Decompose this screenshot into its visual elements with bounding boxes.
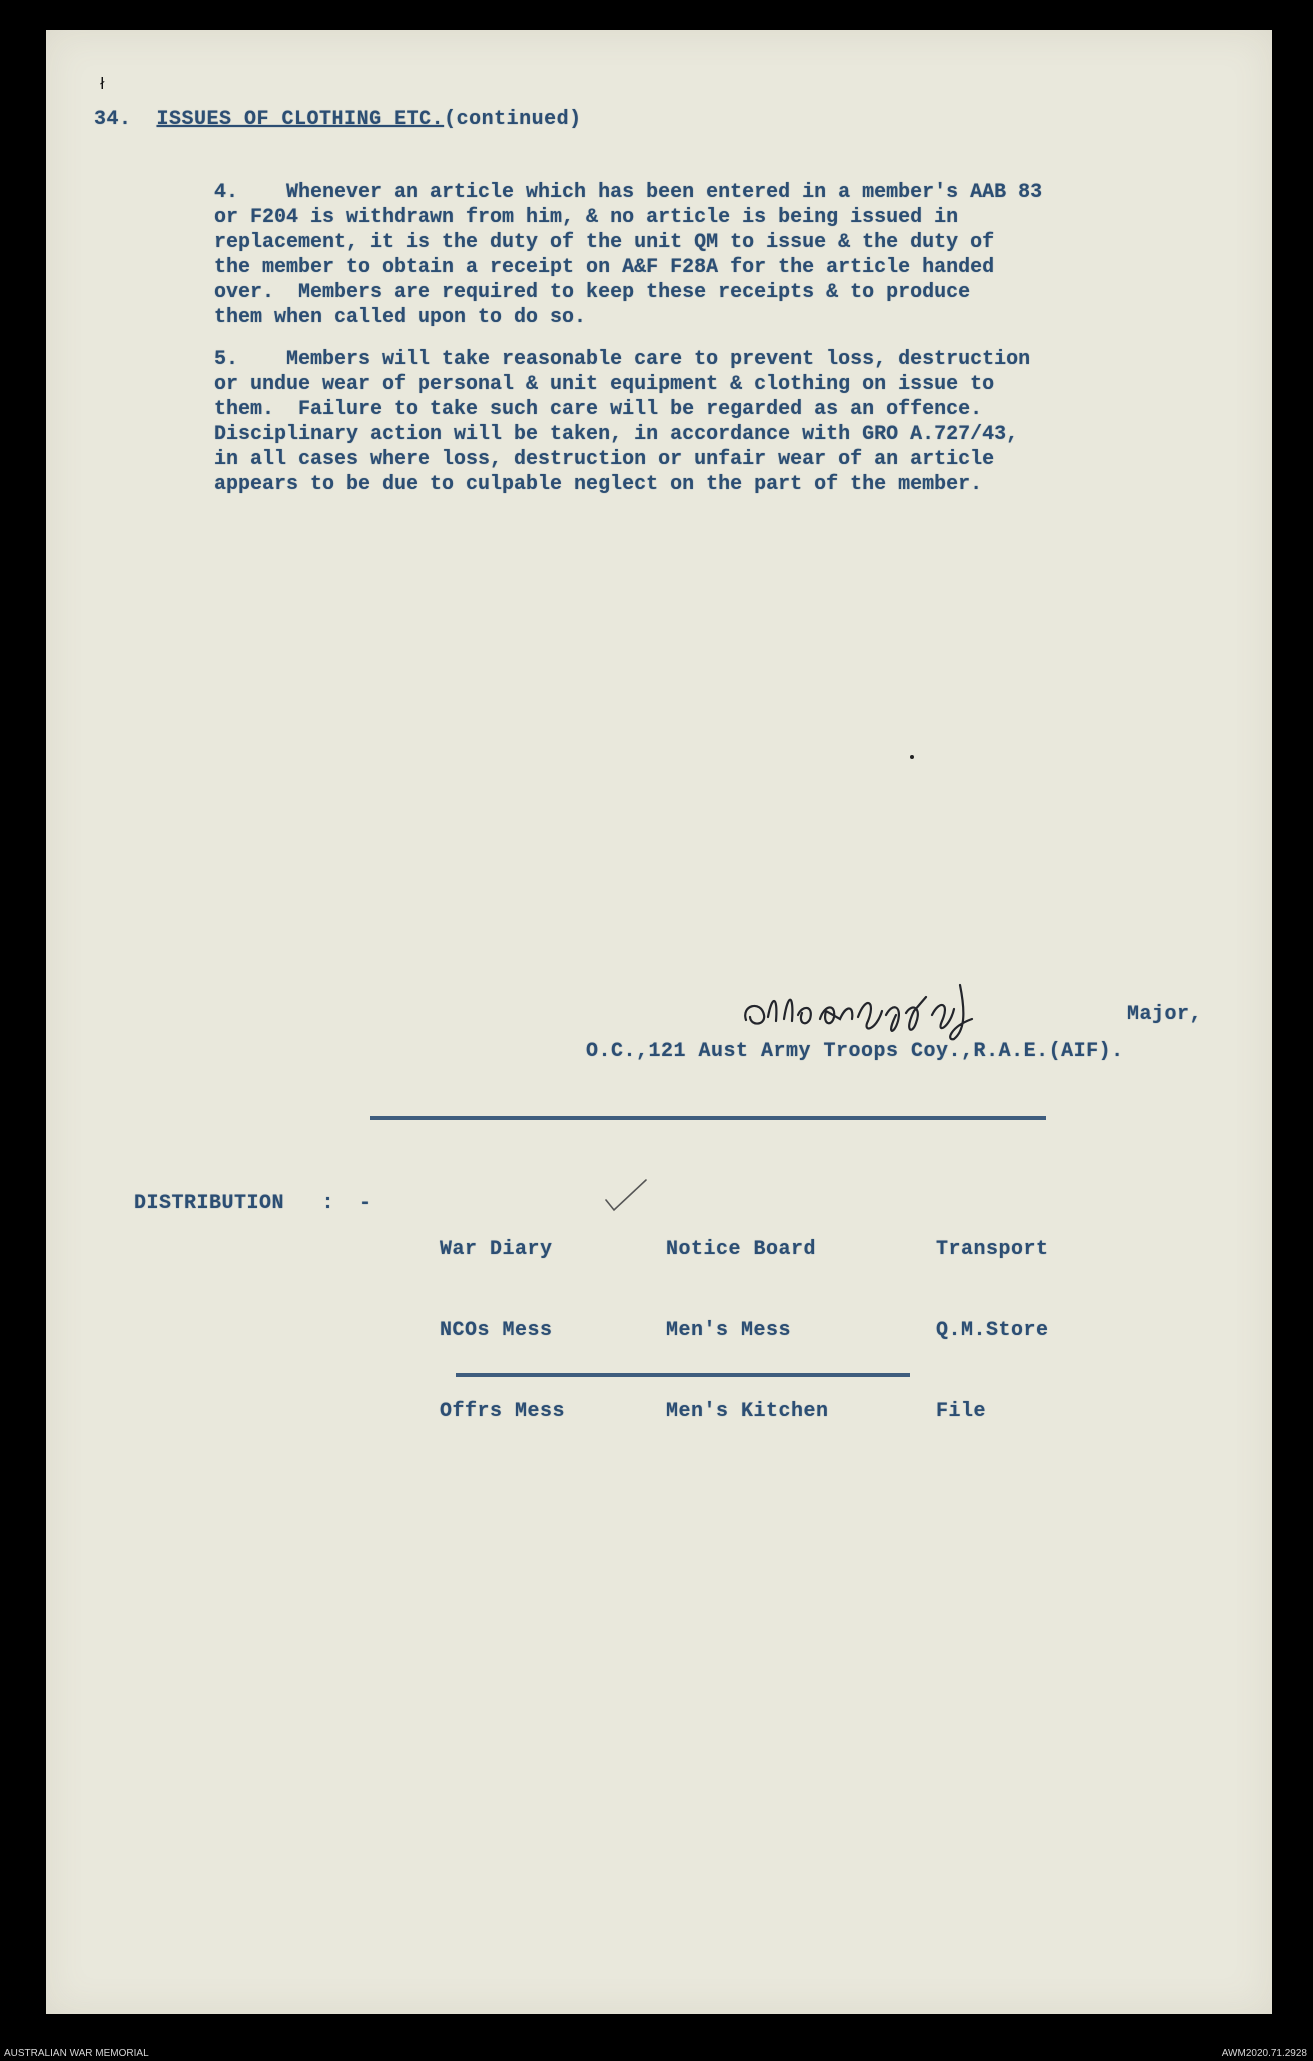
- paragraph-5: [214, 347, 1254, 497]
- signature-block: [686, 965, 1286, 1085]
- paragraph-line: or F204 is withdrawn from him, & no article is being issued in: [214, 206, 959, 229]
- distribution-column-3: [936, 1192, 1049, 1481]
- paragraph-line: Disciplinary action will be taken, in accordance with GRO A.727/43,: [214, 423, 1019, 446]
- paragraph-line: replacement, it is the duty of the unit QM to issue & the duty of: [214, 231, 995, 254]
- paragraph-line: or undue wear of personal & unit equipment & clothing on issue to: [214, 373, 995, 396]
- distribution-label: DISTRIBUTION : -: [134, 1192, 372, 1215]
- paragraph-line: 4. Whenever an article which has been entered in a member's AAB 83: [214, 181, 1043, 204]
- signature-unit: O.C.,121 Aust Army Troops Coy.,R.A.E.(AIF).: [586, 1040, 1124, 1063]
- paragraph-line: the member to obtain a receipt on A&F F28A for the article handed: [214, 256, 995, 279]
- paragraph-line: them when called upon to do so.: [214, 306, 587, 329]
- paragraph-line: 5. Members will take reasonable care to prevent loss, destruction: [214, 348, 1031, 371]
- ink-dot: [910, 755, 914, 759]
- heading-number: 34.: [94, 108, 132, 131]
- signature-rank: Major,: [1126, 1003, 1202, 1026]
- distribution-item: Notice Board: [666, 1238, 817, 1261]
- distribution-item: Transport: [936, 1238, 1049, 1261]
- footer-credit: AUSTRALIAN WAR MEMORIAL: [4, 2048, 149, 2059]
- handwritten-signature: [736, 975, 1116, 1045]
- paragraph-line: over. Members are required to keep these receipts & to produce: [214, 281, 971, 304]
- heading-suffix: (continued): [444, 108, 582, 131]
- distribution-column-2: [666, 1192, 829, 1481]
- distribution-item: Men's Kitchen: [666, 1400, 829, 1423]
- distribution-item: Men's Mess: [666, 1319, 792, 1342]
- distribution-column-1: [440, 1192, 565, 1481]
- distribution-item: File: [936, 1400, 987, 1423]
- paragraph-line: in all cases where loss, destruction or unfair wear of an article: [214, 448, 995, 471]
- divider-rule: [456, 1373, 910, 1377]
- heading-title: ISSUES OF CLOTHING ETC.: [156, 108, 445, 131]
- paragraph-line: appears to be due to culpable neglect on the part of the member.: [214, 473, 983, 496]
- footer-reference: AWM2020.71.2928: [1221, 2048, 1307, 2059]
- document-page: [46, 30, 1272, 2014]
- pencil-mark: ł: [100, 74, 105, 93]
- distribution-item: NCOs Mess: [440, 1319, 553, 1342]
- section-heading: [94, 108, 582, 131]
- distribution-item: Offrs Mess: [440, 1400, 566, 1423]
- distribution-item: War Diary: [440, 1238, 553, 1261]
- paragraph-4: [214, 180, 1254, 330]
- checkmark-icon: [602, 1178, 648, 1212]
- distribution-item: Q.M.Store: [936, 1319, 1049, 1342]
- divider-rule: [370, 1116, 1046, 1120]
- paragraph-line: them. Failure to take such care will be regarded as an offence.: [214, 398, 983, 421]
